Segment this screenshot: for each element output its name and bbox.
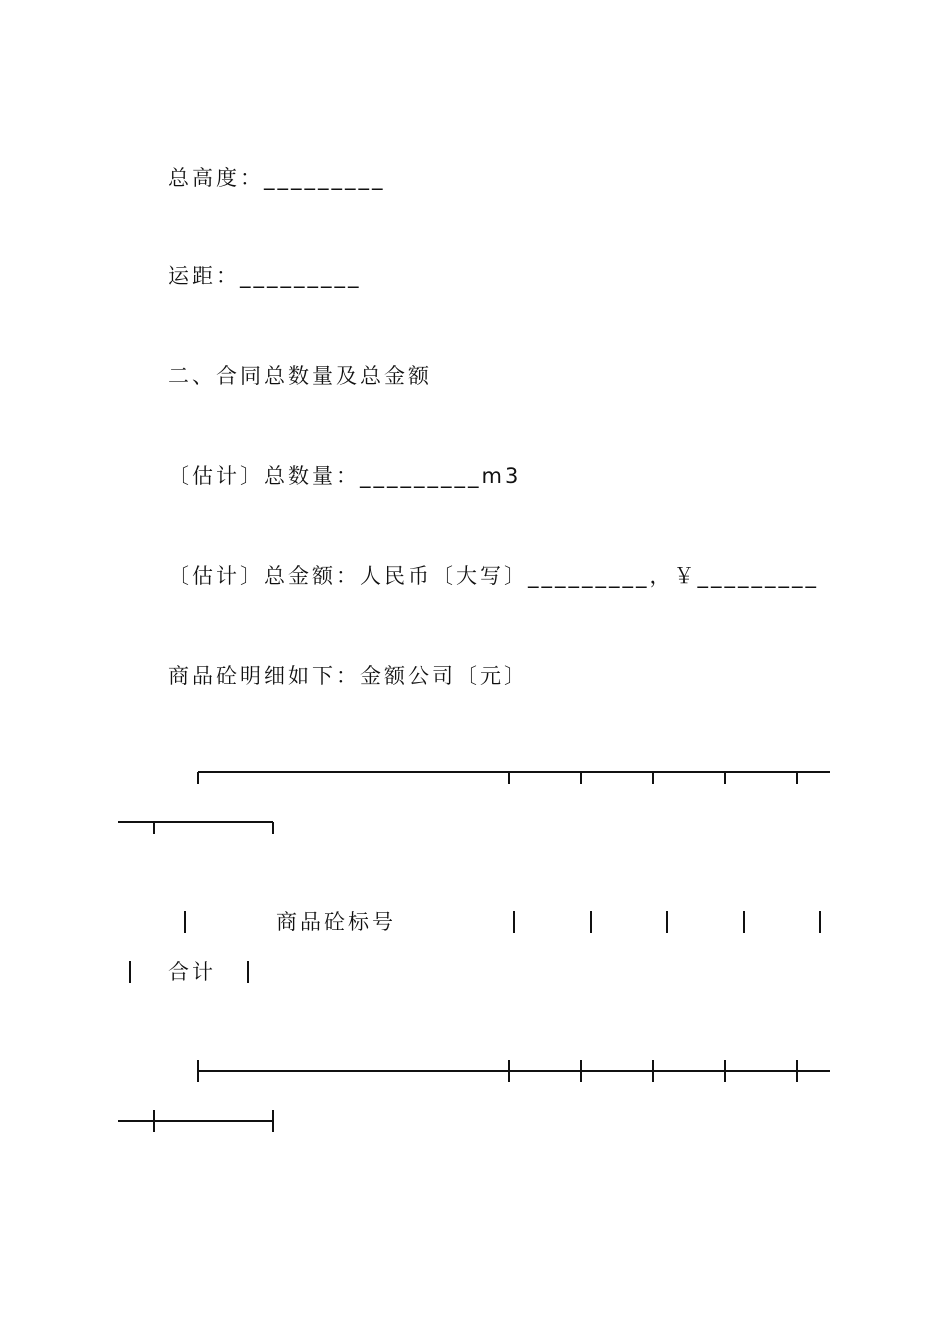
distance-line: 运距：_________ xyxy=(168,264,362,288)
table-bar xyxy=(513,911,515,933)
total-height-line: 总高度：_________ xyxy=(168,166,386,190)
table-bar xyxy=(666,911,668,933)
table-bar xyxy=(590,911,592,933)
table-bar xyxy=(743,911,745,933)
detail-intro-line: 商品砼明细如下：金额公司〔元〕 xyxy=(168,664,528,688)
estimated-quantity-line: 〔估计〕总数量：_________m3 xyxy=(168,464,522,488)
estimated-amount-line: 〔估计〕总金额：人民币〔大写〕_________，￥_________ xyxy=(168,564,819,588)
table-bar xyxy=(247,961,249,983)
table-header-total: 合计 xyxy=(168,960,216,984)
table-header-grade: 商品砼标号 xyxy=(276,910,396,934)
table-bar xyxy=(129,961,131,983)
table-bar xyxy=(819,911,821,933)
section2-title: 二、合同总数量及总金额 xyxy=(168,364,432,388)
table-bar xyxy=(184,911,186,933)
